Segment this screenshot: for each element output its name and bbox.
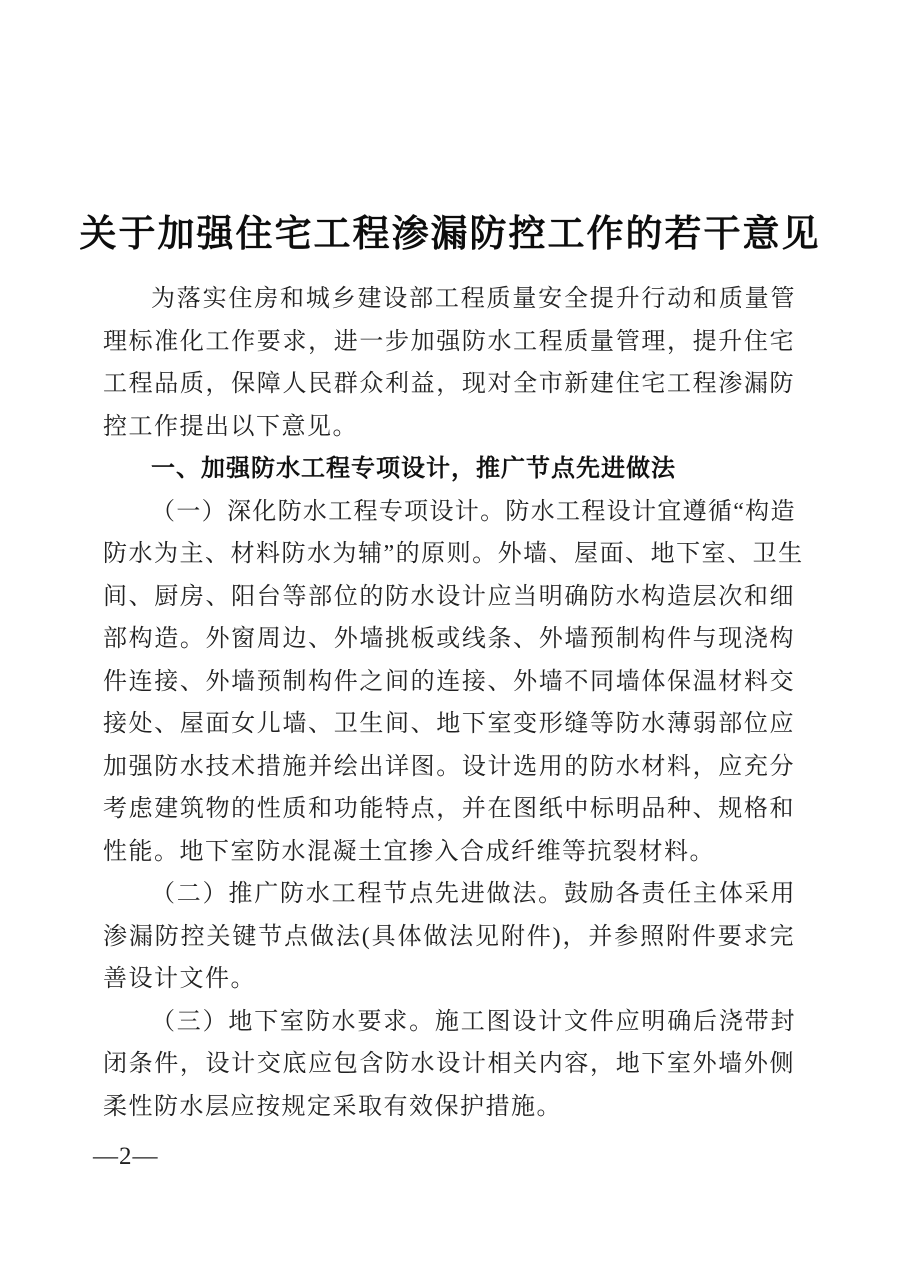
text-line: 渗漏防控关键节点做法(具体做法见附件)，并参照附件要求完 <box>103 923 795 950</box>
text-line: 工程品质，保障人民群众利益，现对全市新建住宅工程渗漏防 <box>103 371 795 397</box>
text-line: 接处、屋面女儿墙、卫生间、地下室变形缝等防水薄弱部位应 <box>103 711 795 737</box>
text-line: 善设计文件。 <box>103 966 256 992</box>
text-line: 性能。地下室防水混凝土宜掺入合成纤维等抗裂材料。 <box>103 838 715 865</box>
page-number: —2— <box>93 1143 159 1170</box>
text-line: （一）深化防水工程专项设计。防水工程设计宜遵循“构造 <box>151 498 795 525</box>
text-line: 控工作提出以下意见。 <box>103 413 358 440</box>
text-line: 考虑建筑物的性质和功能特点，并在图纸中标明品种、规格和 <box>103 796 795 822</box>
text-line: 加强防水技术措施并绘出详图。设计选用的防水材料，应充分 <box>103 753 795 780</box>
document-body <box>103 278 804 1128</box>
text-line: 为落实住房和城乡建设部工程质量安全提升行动和质量管 <box>151 286 795 312</box>
text-line: 理标准化工作要求，进一步加强防水工程质量管理，提升住宅 <box>103 328 795 355</box>
text-line: 柔性防水层应按规定采取有效保护措施。 <box>103 1093 562 1120</box>
document-title: 关于加强住宅工程渗漏防控工作的若干意见 <box>79 213 821 255</box>
text-line: 防水为主、材料防水为辅”的原则。外墙、屋面、地下室、卫生 <box>103 541 804 567</box>
text-line: （二）推广防水工程节点先进做法。鼓励各责任主体采用 <box>151 881 795 907</box>
text-line: 闭条件，设计交底应包含防水设计相关内容，地下室外墙外侧 <box>103 1051 795 1077</box>
section-heading: 一、加强防水工程专项设计，推广节点先进做法 <box>151 455 676 482</box>
text-line: （三）地下室防水要求。施工图设计文件应明确后浇带封 <box>151 1008 795 1035</box>
text-line: 部构造。外窗周边、外墙挑板或线条、外墙预制构件与现浇构 <box>103 626 795 652</box>
text-line: 间、厨房、阳台等部位的防水设计应当明确防水构造层次和细 <box>103 583 795 610</box>
text-line: 件连接、外墙预制构件之间的连接、外墙不同墙体保温材料交 <box>103 668 795 695</box>
